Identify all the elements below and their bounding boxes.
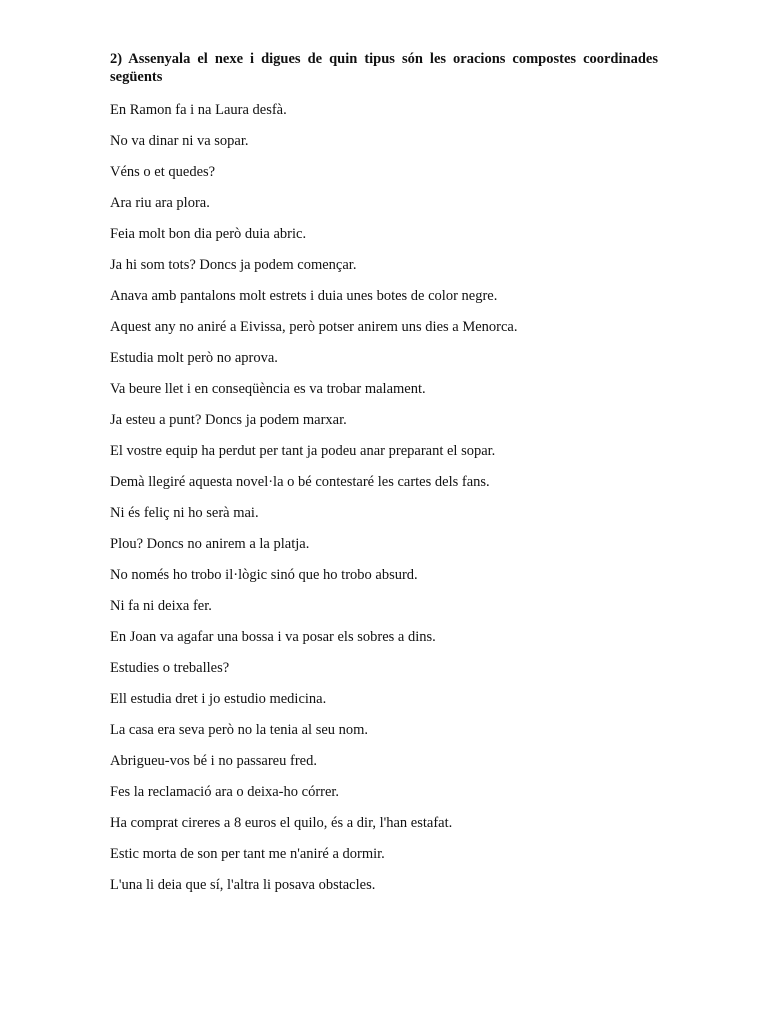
sentence-item: Anava amb pantalons molt estrets i duia unes botes de color negre.: [110, 288, 498, 304]
sentence-item: Fes la reclamació ara o deixa-ho córrer.: [110, 784, 340, 800]
sentence-item: Estic morta de son per tant me n'aniré a dormir.: [110, 846, 385, 862]
sentence-item: Aquest any no aniré a Eivissa, però potser anirem uns dies a Menorca.: [110, 319, 518, 335]
sentence-item: Estudies o treballes?: [110, 660, 230, 676]
sentence-item: Feia molt bon dia però duia abric.: [110, 226, 307, 242]
sentence-item: No només ho trobo il·lògic sinó que ho trobo absurd.: [110, 567, 418, 583]
sentence-item: Ja esteu a punt? Doncs ja podem marxar.: [110, 412, 347, 428]
sentence-list: [110, 101, 670, 907]
exercise-heading: 2) Assenyala el nexe i digues de quin tipus són les oracions compostes coordinades següents: [110, 51, 658, 85]
sentence-item: Ni és feliç ni ho serà mai.: [110, 505, 259, 521]
sentence-item: No va dinar ni va sopar.: [110, 133, 249, 149]
sentence-item: Ell estudia dret i jo estudio medicina.: [110, 691, 327, 707]
sentence-item: Ara riu ara plora.: [110, 195, 210, 211]
sentence-item: Ha comprat cireres a 8 euros el quilo, és a dir, l'han estafat.: [110, 815, 453, 831]
sentence-item: El vostre equip ha perdut per tant ja podeu anar preparant el sopar.: [110, 443, 496, 459]
sentence-item: Ja hi som tots? Doncs ja podem començar.: [110, 257, 357, 273]
sentence-item: Estudia molt però no aprova.: [110, 350, 278, 366]
sentence-item: La casa era seva però no la tenia al seu nom.: [110, 722, 369, 738]
sentence-item: En Ramon fa i na Laura desfà.: [110, 102, 287, 118]
sentence-item: Plou? Doncs no anirem a la platja.: [110, 536, 310, 552]
sentence-item: Abrigueu-vos bé i no passareu fred.: [110, 753, 317, 769]
sentence-item: Ni fa ni deixa fer.: [110, 598, 212, 614]
sentence-item: En Joan va agafar una bossa i va posar els sobres a dins.: [110, 629, 436, 645]
sentence-item: Va beure llet i en conseqüència es va trobar malament.: [110, 381, 426, 397]
sentence-item: L'una li deia que sí, l'altra li posava obstacles.: [110, 877, 376, 893]
sentence-item: Véns o et quedes?: [110, 164, 216, 180]
sentence-item: Demà llegiré aquesta novel·la o bé contestaré les cartes dels fans.: [110, 474, 490, 490]
